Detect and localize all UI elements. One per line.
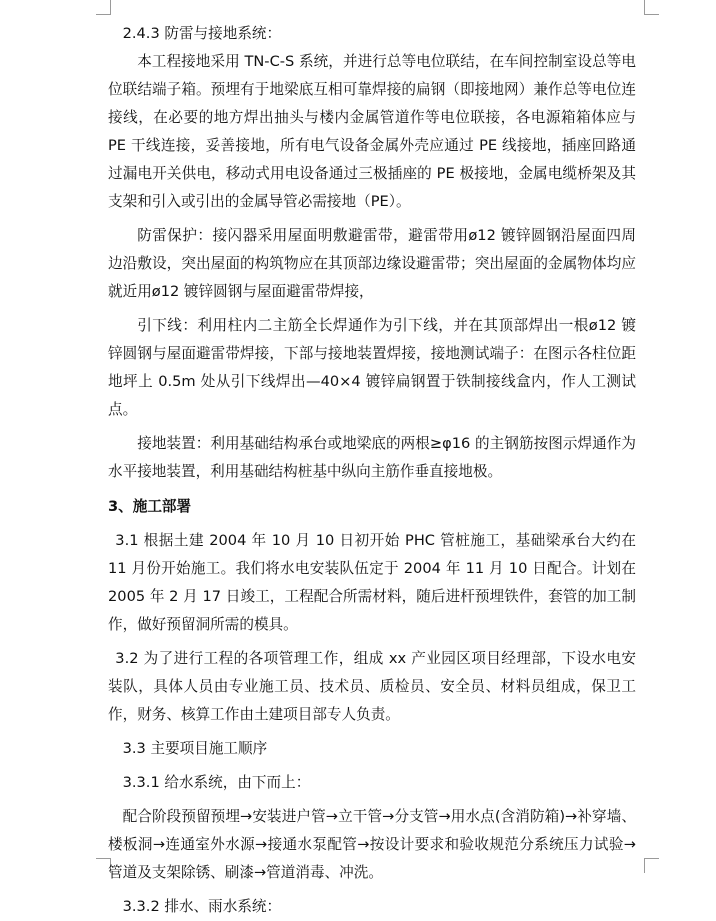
paragraph-3-2: 3.2 为了进行工程的各项管理工作，组成 xx 产业园区项目经理部，下设水电安装队，具体人员由专业施工员、技术员、质检员、安全员、材料员组成，保卫工作，财务、核算工作由土建项目部专人负责。 xyxy=(108,650,636,723)
page-corner-mark-top-left xyxy=(96,0,111,15)
section-heading-2-4-3: 2.4.3 防雷与接地系统： xyxy=(122,25,282,42)
page-corner-mark-top-right xyxy=(644,0,659,15)
section-heading-3-3-1: 3.3.1 给水系统，由下而上： xyxy=(122,774,311,791)
paragraph-grounding-device: 接地装置：利用基础结构承台或地梁底的两根≥φ16 的主钢筋按图示焊通作为水平接地装置，利用基础结构桩基中纵向主筋作垂直接地极。 xyxy=(108,435,636,480)
section-heading-3-3: 3.3 主要项目施工顺序 xyxy=(122,740,268,757)
paragraph-lightning-protection: 防雷保护：接闪器采用屋面明敷避雷带，避雷带用ø12 镀锌圆钢沿屋面四周边沿敷设，突出屋面的构筑物应在其顶部边缘设避雷带；突出屋面的金属物体均应就近用ø12 镀锌圆钢与屋面避雷带焊接， xyxy=(108,227,636,300)
paragraph-3-3-1-water-supply: 配合阶段预留预埋→安装进户管→立干管→分支管→用水点(含消防箱)→补穿墙、楼板洞→连通室外水源→接通水泵配管→按设计要求和验收规范分系统压力试验→管道及支架除锈、刷漆→管道消毒、冲洗。 xyxy=(108,808,636,881)
paragraph-3-1: 3.1 根据土建 2004 年 10 月 10 日初开始 PHC 管桩施工，基础梁承台大约在 11 月份开始施工。我们将水电安装队伍定于 2004 年 11 月 10 日配合。计划在 2005 年 2 月 17 日竣工，工程配合所需材料，随后进杆预埋铁件，套管的加工制作，做好预留洞所需的模具。 xyxy=(108,532,636,633)
document-body xyxy=(108,20,636,921)
paragraph-down-conductor: 引下线：利用柱内二主筋全长焊通作为引下线，并在其顶部焊出一根ø12 镀锌圆钢与屋面避雷带焊接，下部与接地装置焊接，接地测试端子：在图示各柱位距地坪上 0.5m 处从引下线焊出—40×4 镀锌扁钢置于铁制接线盒内，作人工测试点。 xyxy=(108,317,636,418)
page-corner-mark-bottom-right xyxy=(644,858,659,873)
section-heading-3-3-2: 3.3.2 排水、雨水系统： xyxy=(122,898,282,915)
paragraph-grounding-system: 本工程接地采用 TN-C-S 系统，并进行总等电位联结，在车间控制室设总等电位联结端子箱。预埋有于地梁底互相可靠焊接的扁钢（即接地网）兼作总等电位连接线，在必要的地方焊出抽头与楼内金属管道作等电位联接，各电源箱箱体应与 PE 干线连接，妥善接地，所有电气设备金属外壳应通过 PE 线接地，插座回路通过漏电开关供电，移动式用电设备通过三极插座的 PE 极接地，金属电缆桥架及其支架和引入或引出的金属导管必需接地（PE）。 xyxy=(108,53,636,210)
section-heading-3: 3、施工部署 xyxy=(108,498,192,515)
